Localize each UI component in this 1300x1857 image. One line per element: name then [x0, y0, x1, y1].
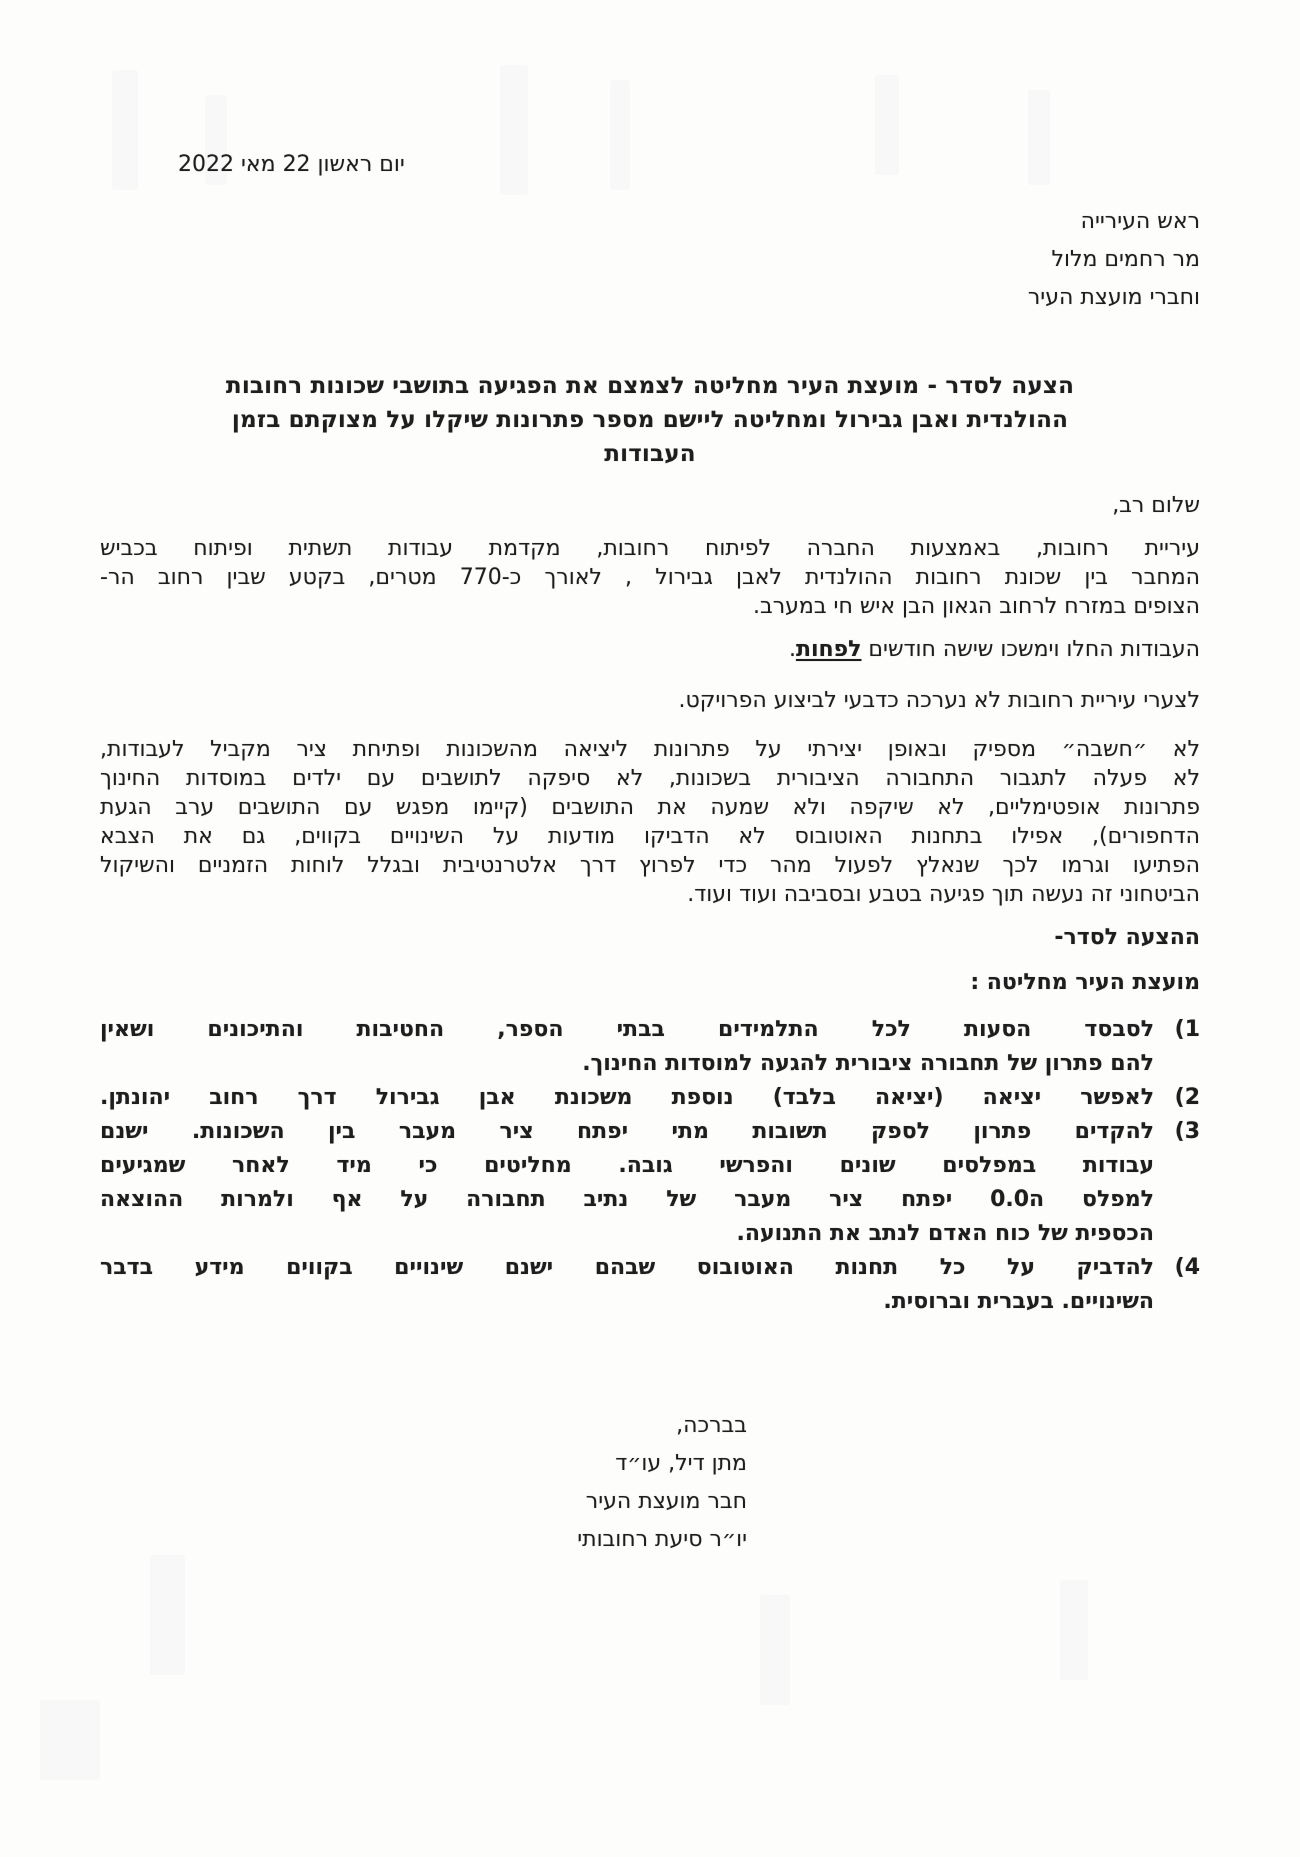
scan-artifact	[150, 1555, 185, 1675]
list-item-line: להדביק על כל תחנות האוטובוס שבהם ישנם שינויים בקווים מידע בדבר	[100, 1255, 1154, 1280]
list-item-line: השינויים. בעברית וברוסית.	[883, 1289, 1154, 1314]
list-item	[100, 1115, 1200, 1251]
recipients-block	[100, 203, 1200, 317]
list-item-line: למפלס ה0.0 יפתח ציר מעבר של נתיב תחבורה על אף ולמרות ההוצאה	[100, 1187, 1154, 1212]
body-line: הדחפורים), אפילו בתחנות האוטובוס לא הדביקו מודעות על השינויים בקווים, גם את הצבא	[100, 824, 1200, 849]
list-item-text	[100, 1013, 1154, 1081]
works-duration-emphasis: לפחות	[795, 637, 862, 662]
list-item-line: לסבסד הסעות לכל התלמידים בבתי הספר, החטיבות והתיכונים ושאין	[100, 1017, 1154, 1042]
list-item-text	[100, 1115, 1154, 1251]
list-item-line: הכספית של כוח האדם לנתב את התנועה.	[736, 1221, 1154, 1246]
scan-artifact	[1060, 1580, 1088, 1680]
signature-line: חבר מועצת העיר	[585, 1489, 747, 1514]
signature-block	[100, 1407, 747, 1559]
document-title	[100, 369, 1200, 471]
decision-list	[100, 1013, 1200, 1319]
scan-artifact	[500, 65, 528, 195]
recipient-line: ראש העירייה	[1080, 209, 1200, 234]
scan-artifact	[40, 1700, 100, 1780]
list-item-line: להקדים פתרון לספק תשובות מתי יפתח ציר מעבר בין השכונות. ישנם	[100, 1119, 1154, 1144]
works-duration-line	[100, 635, 1200, 664]
scan-artifact	[112, 70, 138, 190]
recipient-line: וחברי מועצת העיר	[1027, 285, 1200, 310]
body-line: הביטחוני זה נעשה תוך פגיעה בטבע ובסביבה ועוד ועוד.	[687, 882, 1200, 907]
list-item-text	[100, 1081, 1154, 1115]
list-item-line: לאפשר יציאה (יציאה בלבד) נוספת משכונת אבן גבירול דרך רחוב יהונתן.	[100, 1085, 1154, 1110]
list-item-line: להם פתרון של תחבורה ציבורית להגעה למוסדות החינוך.	[582, 1051, 1154, 1076]
intro-paragraph	[100, 534, 1200, 621]
works-duration-prefix: העבודות החלו וימשכו שישה חודשים	[861, 637, 1200, 662]
greeting: שלום רב,	[1112, 493, 1200, 518]
list-item-number: 4)	[1174, 1255, 1200, 1280]
list-item-text	[100, 1251, 1154, 1319]
proposal-heading: ההצעה לסדר-	[1054, 925, 1200, 950]
body-line: לא פעלה לתגבור התחבורה הציבורית בשכונות, לא סיפקה לתושבים עם ילדים במוסדות החינוך	[100, 766, 1200, 791]
critique-paragraph	[100, 735, 1200, 909]
signature-line: בברכה,	[676, 1413, 747, 1438]
signature-line: יו״ר סיעת רחובותי	[577, 1527, 747, 1552]
document-date: יום ראשון 22 מאי 2022	[178, 152, 405, 177]
document-title-line: ההולנדית ואבן גבירול ומחליטה ליישם מספר פתרונות שיקלו על מצוקתם בזמן	[231, 407, 1069, 433]
list-item-line: עבודות במפלסים שונים והפרשי גובה. מחליטים כי מיד לאחר שמגיעים	[100, 1153, 1154, 1178]
body-line: המחבר בין שכונת רחובות ההולנדית לאבן גבירול , לאורך כ-770 מטרים, בקטע שבין רחוב הר-	[100, 565, 1201, 590]
body-line: לא ״חשבה״ מספיק ובאופן יצירתי על פתרונות ליציאה מהשכונות ופתיחת ציר מקביל לעבודות,	[100, 737, 1200, 762]
body-line: פתרונות אופטימליים, לא שיקפה ולא שמעה את התושבים (קיימו מפגש עם התושבים ערב הגעת	[100, 795, 1200, 820]
list-item-number: 1)	[1174, 1017, 1200, 1042]
list-item-number: 2)	[1174, 1085, 1200, 1110]
works-duration-suffix: .	[788, 637, 796, 662]
decision-heading: מועצת העיר מחליטה :	[970, 970, 1200, 995]
list-item	[100, 1081, 1200, 1115]
document-title-line: העבודות	[604, 441, 696, 467]
list-item	[100, 1013, 1200, 1081]
body-line: עיריית רחובות, באמצעות החברה לפיתוח רחובות, מקדמת עבודות תשתית ופיתוח בכביש	[100, 536, 1200, 561]
scan-artifact	[875, 75, 899, 175]
list-item	[100, 1251, 1200, 1319]
document-title-line: הצעה לסדר - מועצת העיר מחליטה לצמצם את הפגיעה בתושבי שכונות רחובות	[225, 373, 1075, 399]
recipient-line: מר רחמים מלול	[1051, 247, 1200, 272]
scan-artifact	[205, 95, 227, 185]
list-item-number: 3)	[1174, 1119, 1200, 1144]
scan-artifact	[1028, 90, 1050, 185]
body-line: הצופים במזרח לרחוב הגאון הבן איש חי במערב.	[753, 594, 1200, 619]
body-line: הפתיעו וגרמו לכך שנאלץ לפעול מהר כדי לפרוץ דרך אלטרנטיבית ובגלל לוחות הזמניים והשיקול	[100, 853, 1200, 878]
signature-line: מתן דיל, עו״ד	[615, 1451, 747, 1476]
regret-line: לצערי עיריית רחובות לא נערכה כדבעי לביצוע הפרויקט.	[678, 688, 1200, 713]
scan-artifact	[610, 80, 630, 190]
scan-artifact	[760, 1595, 790, 1705]
